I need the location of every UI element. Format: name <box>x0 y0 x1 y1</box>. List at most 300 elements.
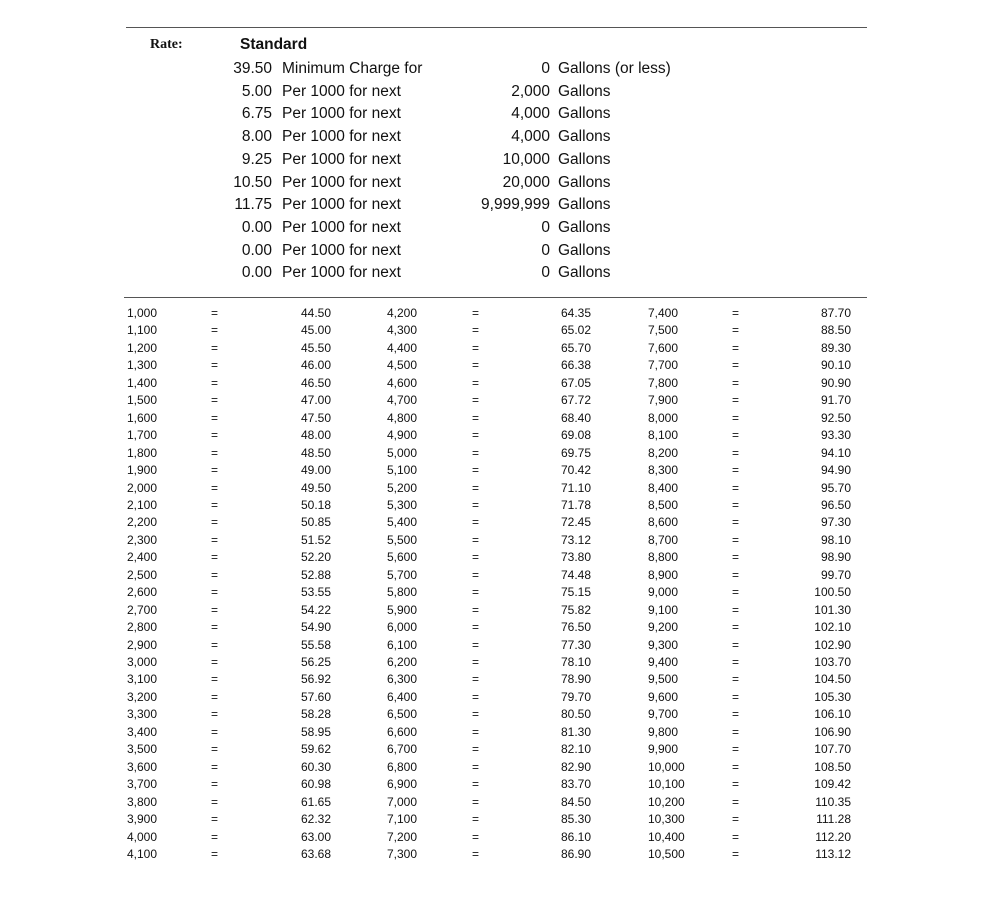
gallons-cell: 4,300 <box>387 323 418 338</box>
equals-sign: = <box>211 707 219 722</box>
tier-unit: Gallons <box>558 264 611 282</box>
charge-cell: 99.70 <box>820 567 851 582</box>
charge-cell: 48.50 <box>300 445 331 460</box>
charge-cell: 101.30 <box>814 602 851 617</box>
equals-sign: = <box>472 410 480 425</box>
tier-gallons: 2,000 <box>511 82 550 100</box>
charge-cell: 100.50 <box>814 585 851 600</box>
tier-unit: Gallons <box>558 128 611 146</box>
gallons-cell: 9,000 <box>648 585 679 600</box>
tier-gallons: 0 <box>541 60 550 77</box>
equals-sign: = <box>211 655 219 669</box>
equals-sign: = <box>472 620 480 635</box>
charge-cell: 53.55 <box>300 585 331 600</box>
charge-cell: 104.50 <box>814 672 851 687</box>
gallons-cell: 7,200 <box>387 829 418 844</box>
equals-sign: = <box>211 567 219 582</box>
charge-cell: 77.30 <box>560 637 591 652</box>
gallons-cell: 6,500 <box>387 707 418 722</box>
gallons-cell: 6,100 <box>387 637 418 652</box>
equals-sign: = <box>472 445 480 460</box>
equals-sign: = <box>472 689 480 704</box>
gallons-cell: 1,900 <box>127 463 158 478</box>
gallons-cell: 2,000 <box>127 480 158 495</box>
gallons-cell: 1,300 <box>127 358 158 373</box>
gallons-cell: 7,400 <box>648 306 679 320</box>
equals-sign: = <box>211 515 219 530</box>
gallons-cell: 8,800 <box>648 550 679 565</box>
charge-cell: 113.12 <box>815 846 851 861</box>
charge-cell: 107.70 <box>814 742 851 757</box>
tier-description: Per 1000 for next <box>282 196 401 214</box>
gallons-cell: 7,900 <box>648 393 679 408</box>
equals-sign: = <box>472 340 480 355</box>
gallons-cell: 4,100 <box>127 846 158 861</box>
gallons-cell: 7,300 <box>387 846 418 861</box>
charge-cell: 62.32 <box>300 812 331 827</box>
gallons-cell: 5,800 <box>387 585 418 600</box>
tier-gallons: 20,000 <box>502 173 550 191</box>
equals-sign: = <box>472 777 480 792</box>
equals-sign: = <box>211 358 219 373</box>
charge-cell: 50.85 <box>300 515 331 530</box>
equals-sign: = <box>211 480 219 495</box>
equals-sign: = <box>472 846 480 861</box>
charge-cell: 88.50 <box>820 323 851 338</box>
equals-sign: = <box>472 393 480 408</box>
equals-sign: = <box>732 410 740 425</box>
equals-sign: = <box>732 620 740 635</box>
charge-cell: 110.35 <box>815 794 851 809</box>
rate-label: Rate: <box>150 37 183 52</box>
equals-sign: = <box>211 393 219 408</box>
charge-cell: 91.70 <box>820 393 851 408</box>
gallons-cell: 1,600 <box>127 410 158 425</box>
gallons-cell: 10,100 <box>648 777 685 792</box>
gallons-cell: 8,900 <box>648 567 679 582</box>
equals-sign: = <box>472 567 480 582</box>
charge-cell: 66.38 <box>560 358 591 373</box>
equals-sign: = <box>211 672 219 687</box>
charge-cell: 46.50 <box>300 375 331 390</box>
tier-gallons: 4,000 <box>511 105 550 123</box>
gallons-cell: 6,000 <box>387 620 418 635</box>
gallons-cell: 1,800 <box>127 445 158 460</box>
gallons-cell: 2,500 <box>127 567 158 582</box>
equals-sign: = <box>732 550 740 565</box>
charge-cell: 94.10 <box>820 445 851 460</box>
equals-sign: = <box>211 742 219 757</box>
equals-sign: = <box>732 689 740 704</box>
tier-gallons: 0 <box>541 264 550 282</box>
equals-sign: = <box>732 445 740 460</box>
charge-cell: 52.88 <box>300 567 331 582</box>
rate-name: Standard <box>240 36 308 53</box>
equals-sign: = <box>732 672 740 687</box>
equals-sign: = <box>211 550 219 565</box>
charge-cell: 105.30 <box>814 689 851 704</box>
charge-cell: 71.78 <box>560 497 591 512</box>
gallons-cell: 4,700 <box>387 393 418 408</box>
charge-cell: 98.10 <box>820 532 851 547</box>
charge-cell: 48.00 <box>300 428 331 443</box>
charge-cell: 86.10 <box>560 829 591 844</box>
tier-unit: Gallons <box>558 82 611 100</box>
gallons-cell: 3,100 <box>127 672 158 687</box>
equals-sign: = <box>732 323 740 338</box>
gallons-cell: 4,200 <box>387 306 418 320</box>
gallons-cell: 1,200 <box>127 340 158 355</box>
tier-gallons: 10,000 <box>502 150 550 168</box>
equals-sign: = <box>211 323 219 338</box>
equals-sign: = <box>732 515 740 530</box>
charge-cell: 80.50 <box>560 707 591 722</box>
charge-cell: 79.70 <box>560 689 591 704</box>
gallons-cell: 1,500 <box>127 393 158 408</box>
gallons-cell: 4,900 <box>387 428 418 443</box>
charge-cell: 49.00 <box>300 463 331 478</box>
equals-sign: = <box>472 672 480 687</box>
equals-sign: = <box>732 777 740 792</box>
tier-gallons: 0 <box>541 218 550 236</box>
equals-sign: = <box>211 794 219 809</box>
charge-cell: 81.30 <box>560 724 591 739</box>
tier-rate: 5.00 <box>241 82 272 100</box>
charge-cell: 59.62 <box>300 742 331 757</box>
tier-description: Per 1000 for next <box>282 264 401 282</box>
gallons-cell: 1,000 <box>127 306 158 320</box>
equals-sign: = <box>472 550 480 565</box>
gallons-cell: 4,400 <box>387 340 418 355</box>
gallons-cell: 3,500 <box>127 742 158 757</box>
charge-cell: 45.00 <box>300 323 331 338</box>
charge-cell: 83.70 <box>560 777 591 792</box>
gallons-cell: 8,500 <box>648 497 679 512</box>
equals-sign: = <box>472 532 480 547</box>
charge-cell: 75.15 <box>560 585 591 600</box>
charge-cell: 78.10 <box>560 655 591 669</box>
equals-sign: = <box>211 428 219 443</box>
gallons-cell: 3,900 <box>127 812 158 827</box>
charge-cell: 68.40 <box>560 410 591 425</box>
charge-cell: 65.70 <box>560 340 591 355</box>
equals-sign: = <box>211 846 219 861</box>
gallons-cell: 5,400 <box>387 515 418 530</box>
equals-sign: = <box>732 707 740 722</box>
charge-cell: 72.45 <box>560 515 591 530</box>
gallons-cell: 2,300 <box>127 532 158 547</box>
gallons-cell: 9,900 <box>648 742 679 757</box>
tier-rate: 0.00 <box>241 264 272 282</box>
charge-cell: 108.50 <box>814 759 851 774</box>
gallons-cell: 3,400 <box>127 724 158 739</box>
gallons-cell: 7,600 <box>648 340 679 355</box>
equals-sign: = <box>211 410 219 425</box>
gallons-cell: 1,100 <box>127 323 158 338</box>
top-divider <box>126 27 867 28</box>
charge-cell: 47.00 <box>300 393 331 408</box>
equals-sign: = <box>211 585 219 600</box>
gallons-cell: 2,800 <box>127 620 158 635</box>
tier-unit: Gallons (or less) <box>558 60 671 77</box>
equals-sign: = <box>211 829 219 844</box>
equals-sign: = <box>211 602 219 617</box>
gallons-cell: 7,800 <box>648 375 679 390</box>
tier-gallons: 0 <box>541 241 550 259</box>
tier-unit: Gallons <box>558 241 611 259</box>
equals-sign: = <box>472 375 480 390</box>
equals-sign: = <box>732 829 740 844</box>
equals-sign: = <box>211 463 219 478</box>
equals-sign: = <box>732 812 740 827</box>
charge-cell: 69.75 <box>560 445 591 460</box>
gallons-cell: 3,200 <box>127 689 158 704</box>
equals-sign: = <box>732 742 740 757</box>
tier-unit: Gallons <box>558 218 611 236</box>
equals-sign: = <box>732 532 740 547</box>
charge-cell: 63.68 <box>300 846 331 861</box>
equals-sign: = <box>732 375 740 390</box>
charge-cell: 75.82 <box>560 602 591 617</box>
tier-description: Per 1000 for next <box>282 218 401 236</box>
equals-sign: = <box>472 794 480 809</box>
charge-cell: 69.08 <box>560 428 591 443</box>
charge-cell: 63.00 <box>300 829 331 844</box>
gallons-cell: 6,400 <box>387 689 418 704</box>
charge-cell: 56.25 <box>300 655 331 669</box>
charge-cell: 98.90 <box>820 550 851 565</box>
charge-cell: 73.80 <box>560 550 591 565</box>
gallons-cell: 6,700 <box>387 742 418 757</box>
gallons-cell: 7,500 <box>648 323 679 338</box>
charge-cell: 97.30 <box>820 515 851 530</box>
tier-unit: Gallons <box>558 150 611 168</box>
tier-rate: 39.50 <box>233 60 272 77</box>
equals-sign: = <box>732 497 740 512</box>
gallons-cell: 9,100 <box>648 602 679 617</box>
gallons-cell: 6,600 <box>387 724 418 739</box>
equals-sign: = <box>472 306 480 320</box>
tier-description: Per 1000 for next <box>282 128 401 146</box>
gallons-cell: 10,000 <box>648 759 685 774</box>
equals-sign: = <box>732 480 740 495</box>
equals-sign: = <box>211 777 219 792</box>
gallons-cell: 9,800 <box>648 724 679 739</box>
equals-sign: = <box>732 794 740 809</box>
charge-cell: 45.50 <box>300 340 331 355</box>
charge-cell: 46.00 <box>300 358 331 373</box>
charge-cell: 82.90 <box>560 759 591 774</box>
gallons-cell: 3,700 <box>127 777 158 792</box>
gallons-cell: 4,000 <box>127 829 158 844</box>
equals-sign: = <box>732 724 740 739</box>
gallons-cell: 8,000 <box>648 410 679 425</box>
equals-sign: = <box>211 497 219 512</box>
charge-cell: 78.90 <box>560 672 591 687</box>
charge-cell: 106.10 <box>814 707 851 722</box>
charge-cell: 90.90 <box>820 375 851 390</box>
equals-sign: = <box>732 358 740 373</box>
charge-cell: 84.50 <box>560 794 591 809</box>
gallons-cell: 3,800 <box>127 794 158 809</box>
tier-description: Per 1000 for next <box>282 82 401 100</box>
equals-sign: = <box>211 759 219 774</box>
gallons-cell: 5,000 <box>387 445 418 460</box>
gallons-cell: 9,200 <box>648 620 679 635</box>
gallons-cell: 6,800 <box>387 759 418 774</box>
equals-sign: = <box>472 759 480 774</box>
charge-cell: 60.30 <box>300 759 331 774</box>
gallons-cell: 10,400 <box>648 829 685 844</box>
gallons-cell: 5,100 <box>387 463 418 478</box>
charge-cell: 71.10 <box>560 480 591 495</box>
gallons-cell: 4,600 <box>387 375 418 390</box>
tier-rate: 0.00 <box>241 218 272 236</box>
charge-cell: 67.72 <box>560 393 591 408</box>
charge-cell: 112.20 <box>815 829 851 844</box>
charge-cell: 95.70 <box>820 480 851 495</box>
tier-rate: 10.50 <box>233 173 272 191</box>
tier-description: Per 1000 for next <box>282 105 401 123</box>
charge-cell: 54.90 <box>300 620 331 635</box>
gallons-cell: 1,700 <box>127 428 158 443</box>
charge-cell: 67.05 <box>560 375 591 390</box>
equals-sign: = <box>472 585 480 600</box>
charge-cell: 82.10 <box>560 742 591 757</box>
gallons-cell: 3,000 <box>127 655 158 669</box>
charge-cell: 106.90 <box>814 724 851 739</box>
equals-sign: = <box>732 655 740 669</box>
equals-sign: = <box>472 637 480 652</box>
gallons-cell: 8,700 <box>648 532 679 547</box>
charge-cell: 50.18 <box>300 497 331 512</box>
gallons-cell: 10,200 <box>648 794 685 809</box>
equals-sign: = <box>211 306 219 320</box>
gallons-cell: 8,600 <box>648 515 679 530</box>
charge-cell: 74.48 <box>560 567 591 582</box>
equals-sign: = <box>732 340 740 355</box>
tier-unit: Gallons <box>558 173 611 191</box>
tier-description: Per 1000 for next <box>282 150 401 168</box>
charge-cell: 58.28 <box>300 707 331 722</box>
tier-gallons: 9,999,999 <box>481 196 550 214</box>
tier-rate: 0.00 <box>241 241 272 259</box>
charge-cell: 111.28 <box>816 812 851 827</box>
gallons-cell: 7,000 <box>387 794 418 809</box>
charge-cell: 44.50 <box>300 306 331 320</box>
equals-sign: = <box>472 428 480 443</box>
gallons-cell: 2,900 <box>127 637 158 652</box>
charge-cell: 92.50 <box>820 410 851 425</box>
equals-sign: = <box>472 742 480 757</box>
charge-cell: 103.70 <box>814 655 851 669</box>
gallons-cell: 8,100 <box>648 428 679 443</box>
charge-cell: 52.20 <box>300 550 331 565</box>
tier-description: Minimum Charge for <box>282 60 423 77</box>
equals-sign: = <box>211 340 219 355</box>
gallons-cell: 9,500 <box>648 672 679 687</box>
tier-description: Per 1000 for next <box>282 173 401 191</box>
charge-cell: 96.50 <box>820 497 851 512</box>
gallons-cell: 10,300 <box>648 812 685 827</box>
gallons-cell: 2,700 <box>127 602 158 617</box>
equals-sign: = <box>472 480 480 495</box>
equals-sign: = <box>211 375 219 390</box>
charge-cell: 54.22 <box>300 602 331 617</box>
charge-cell: 60.98 <box>300 777 331 792</box>
gallons-cell: 6,300 <box>387 672 418 687</box>
equals-sign: = <box>472 323 480 338</box>
equals-sign: = <box>472 602 480 617</box>
charge-cell: 64.35 <box>560 306 591 320</box>
charge-cell: 109.42 <box>814 777 851 792</box>
equals-sign: = <box>472 463 480 478</box>
tier-unit: Gallons <box>558 105 611 123</box>
equals-sign: = <box>211 532 219 547</box>
gallons-cell: 5,500 <box>387 532 418 547</box>
tier-rate: 9.25 <box>241 150 272 168</box>
gallons-cell: 9,600 <box>648 689 679 704</box>
gallons-cell: 9,700 <box>648 707 679 722</box>
equals-sign: = <box>732 306 740 320</box>
tier-rate: 11.75 <box>234 196 272 214</box>
charge-cell: 102.10 <box>814 620 851 635</box>
charge-cell: 49.50 <box>300 480 331 495</box>
charge-cell: 102.90 <box>814 637 851 652</box>
charge-cell: 86.90 <box>560 846 591 861</box>
tier-gallons: 4,000 <box>511 128 550 146</box>
tier-description: Per 1000 for next <box>282 241 401 259</box>
equals-sign: = <box>211 689 219 704</box>
gallons-cell: 5,700 <box>387 567 418 582</box>
equals-sign: = <box>732 463 740 478</box>
gallons-cell: 7,700 <box>648 358 679 373</box>
gallons-cell: 6,900 <box>387 777 418 792</box>
gallons-cell: 2,200 <box>127 515 158 530</box>
charge-cell: 85.30 <box>560 812 591 827</box>
equals-sign: = <box>472 829 480 844</box>
charge-cell: 61.65 <box>300 794 331 809</box>
equals-sign: = <box>211 812 219 827</box>
gallons-cell: 5,900 <box>387 602 418 617</box>
gallons-cell: 2,400 <box>127 550 158 565</box>
gallons-cell: 2,100 <box>127 497 158 512</box>
charge-cell: 90.10 <box>820 358 851 373</box>
charge-cell: 65.02 <box>560 323 591 338</box>
charge-cell: 87.70 <box>820 306 851 320</box>
charge-cell: 56.92 <box>300 672 331 687</box>
equals-sign: = <box>732 602 740 617</box>
equals-sign: = <box>472 497 480 512</box>
gallons-cell: 5,600 <box>387 550 418 565</box>
charge-cell: 94.90 <box>820 463 851 478</box>
equals-sign: = <box>211 637 219 652</box>
equals-sign: = <box>211 620 219 635</box>
equals-sign: = <box>732 637 740 652</box>
equals-sign: = <box>211 445 219 460</box>
charge-cell: 47.50 <box>300 410 331 425</box>
equals-sign: = <box>732 759 740 774</box>
equals-sign: = <box>732 428 740 443</box>
gallons-cell: 9,400 <box>648 655 679 669</box>
tier-unit: Gallons <box>558 196 611 214</box>
charge-cell: 76.50 <box>560 620 591 635</box>
gallons-cell: 7,100 <box>387 812 418 827</box>
charge-cell: 93.30 <box>820 428 851 443</box>
tier-rate: 8.00 <box>241 128 272 146</box>
section-divider <box>124 297 867 298</box>
charge-cell: 51.52 <box>300 532 331 547</box>
